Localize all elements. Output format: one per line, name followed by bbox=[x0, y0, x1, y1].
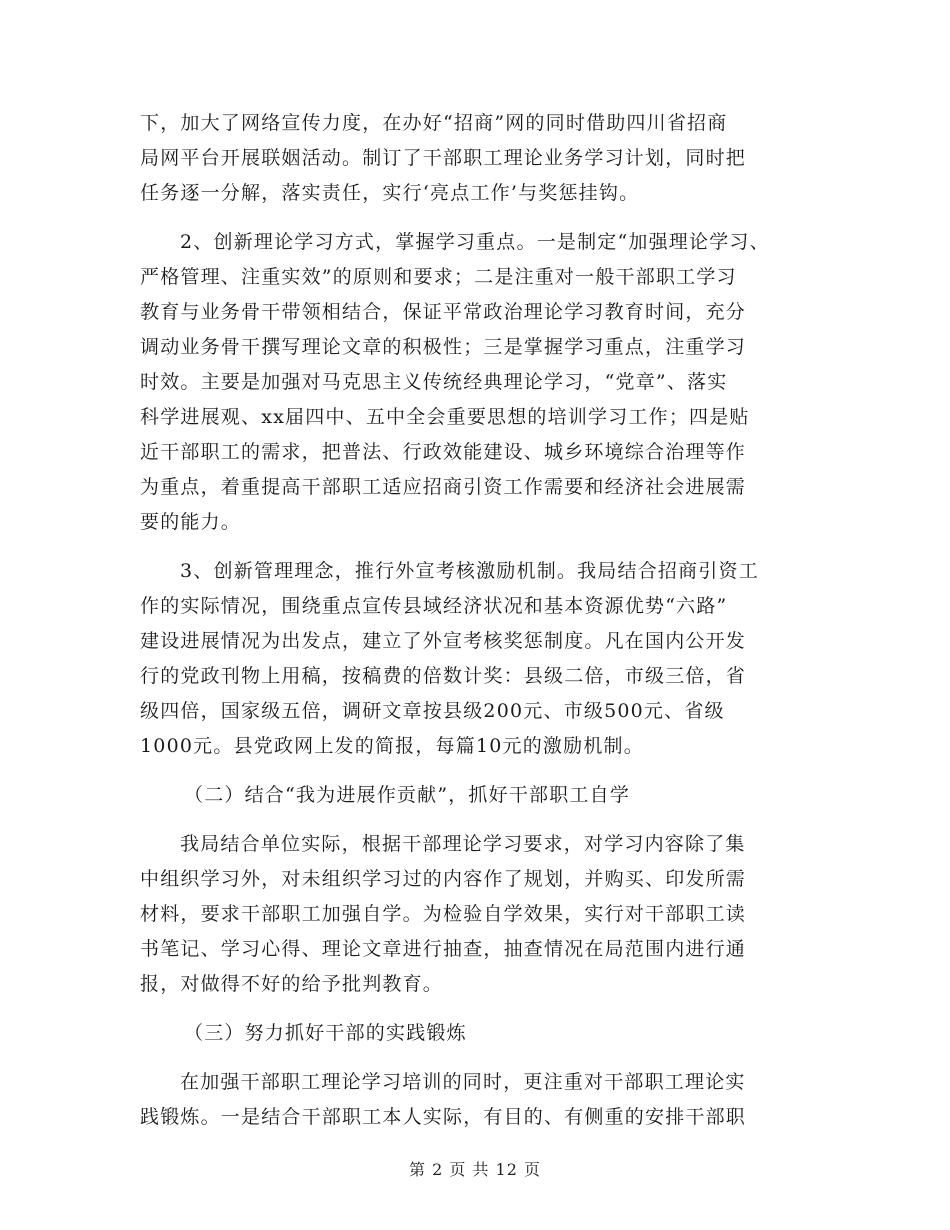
text-line: 时效。主要是加强对马克思主义传统经典理论学习，“党章”、落实 bbox=[140, 371, 728, 393]
text-line: 作的实际情况，围绕重点宣传县域经济状况和基本资源优势“六路” bbox=[140, 595, 728, 617]
text-line: 行的党政刊物上用稿，按稿费的倍数计奖：县级二倍，市级三倍，省 bbox=[140, 665, 747, 687]
text-line: 下，加大了网络宣传力度，在办好“招商”网的同时借助四川省招商 bbox=[140, 112, 728, 134]
text-line: 中组织学习外，对未组织学习过的内容作了规划，并购买、印发所需 bbox=[140, 868, 747, 890]
text-line: 要的能力。 bbox=[140, 511, 242, 533]
text-line: 材料，要求干部职工加强自学。为检验自学效果，实行对干部职工读 bbox=[140, 903, 747, 925]
text-line: 级四倍，国家级五倍，调研文章按县级200元、市级500元、省级 bbox=[140, 700, 725, 722]
text-line: 2、创新理论学习方式，掌握学习重点。一是制定“加强理论学习、 bbox=[180, 231, 770, 253]
text-line: 3、创新管理理念，推行外宣考核激励机制。我局结合招商引资工 bbox=[180, 560, 759, 582]
text-line: 调动业务骨干撰写理论文章的积极性；三是掌握学习重点，注重学习 bbox=[140, 336, 747, 358]
text-line: 1000元。县党政网上发的简报，每篇10元的激励机制。 bbox=[140, 735, 644, 757]
text-line: 科学进展观、xx届四中、五中全会重要思想的培训学习工作；四是贴 bbox=[140, 406, 750, 428]
section-heading: （三）努力抓好干部的实践锻炼 bbox=[184, 1022, 467, 1044]
text-line: 报，对做得不好的给予批判教育。 bbox=[140, 973, 444, 995]
section-heading: （二）结合“我为进展作贡献”，抓好干部职工自学 bbox=[184, 784, 631, 806]
text-line: 我局结合单位实际，根据干部理论学习要求，对学习内容除了集 bbox=[180, 833, 746, 855]
text-line: 为重点，着重提高干部职工适应招商引资工作需要和经济社会进展需 bbox=[140, 476, 747, 498]
text-line: 任务逐一分解，落实责任，实行‘亮点工作’与奖惩挂钩。 bbox=[140, 182, 640, 204]
text-line: 践锻炼。一是结合干部职工本人实际，有目的、有侧重的安排干部职 bbox=[140, 1106, 747, 1128]
text-line: 近干部职工的需求，把普法、行政效能建设、城乡环境综合治理等作 bbox=[140, 441, 747, 463]
page-number: 第 2 页 共 12 页 bbox=[409, 1160, 541, 1179]
text-line: 教育与业务骨干带领相结合，保证平常政治理论学习教育时间，充分 bbox=[140, 301, 747, 323]
text-line: 建设进展情况为出发点，建立了外宣考核奖惩制度。凡在国内公开发 bbox=[140, 630, 747, 652]
text-line: 严格管理、注重实效”的原则和要求；二是注重对一般干部职工学习 bbox=[140, 266, 737, 288]
text-line: 书笔记、学习心得、理论文章进行抽查，抽查情况在局范围内进行通 bbox=[140, 938, 747, 960]
text-line: 在加强干部职工理论学习培训的同时，更注重对干部职工理论实 bbox=[180, 1071, 746, 1093]
text-line: 局网平台开展联姻活动。制订了干部职工理论业务学习计划，同时把 bbox=[140, 147, 747, 169]
